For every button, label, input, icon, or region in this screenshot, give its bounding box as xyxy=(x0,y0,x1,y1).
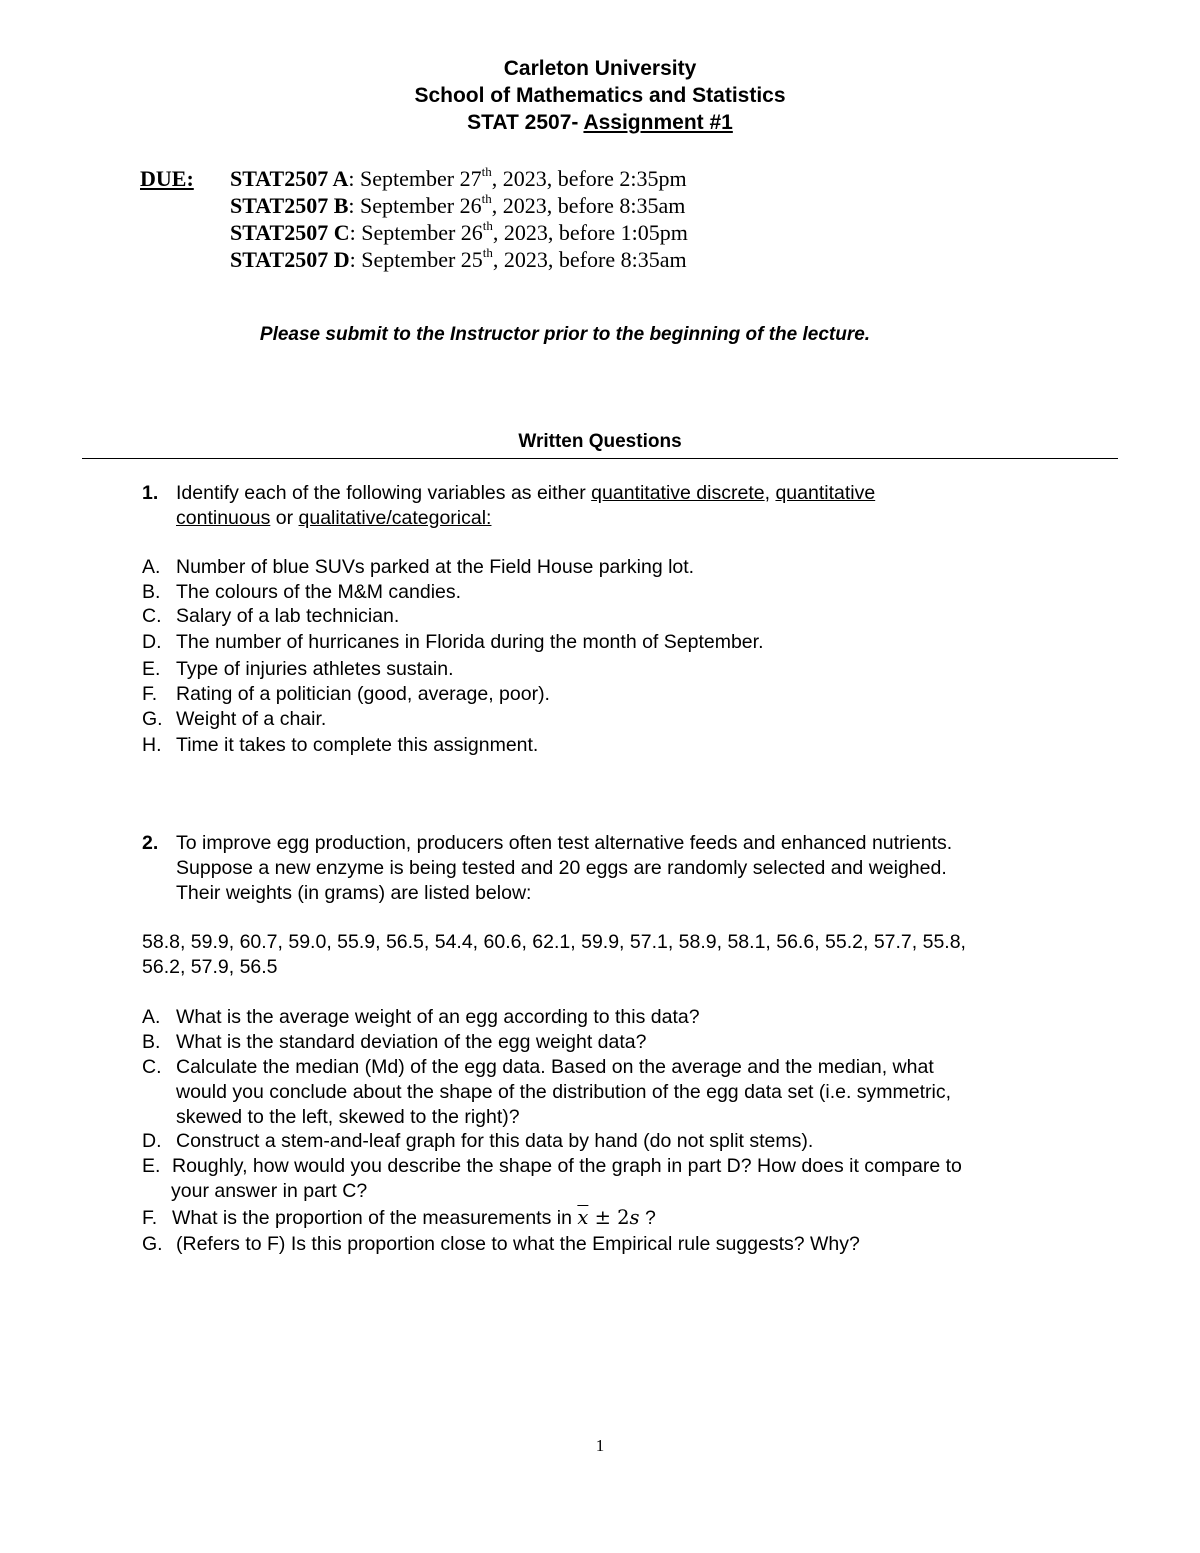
submission-instruction: Please submit to the Instructor prior to the beginning of the lecture. xyxy=(259,324,871,345)
q2-item-a: A. What is the average weight of an egg according to this data? xyxy=(142,1006,700,1028)
q2-item-g: G. (Refers to F) Is this proportion close to what the Empirical rule suggests? Why? xyxy=(142,1233,860,1255)
question-2-number: 2. xyxy=(142,832,159,854)
heading-divider xyxy=(82,458,1118,459)
q1-item-f: F. Rating of a politician (good, average, poor). xyxy=(142,683,550,705)
q1-item-h: H. Time it takes to complete this assignment. xyxy=(142,734,539,756)
q1-item-c: C. Salary of a lab technician. xyxy=(142,605,400,627)
question-2-intro-line-2: Suppose a new enzyme is being tested and 20 eggs are randomly selected and weighed. xyxy=(176,857,947,879)
q1-item-a: A. Number of blue SUVs parked at the Field House parking lot. xyxy=(142,556,695,578)
q1-item-d: D. The number of hurricanes in Florida during the month of September. xyxy=(142,631,764,653)
question-2-intro: 2. To improve egg production, producers often test alternative feeds and enhanced nutrients. xyxy=(142,832,953,854)
x-bar-symbol: $\overline{x}$ xyxy=(577,1206,589,1229)
q2-item-e-line-2: your answer in part C? xyxy=(171,1180,368,1202)
assignment-number: Assignment #1 xyxy=(583,111,733,134)
university-name: Carleton University xyxy=(503,57,697,80)
due-label: DUE: xyxy=(140,166,194,191)
due-row-b: STAT2507 B: September 26th, 2023, before 8:35am xyxy=(230,190,686,218)
q1-item-b: B. The colours of the M&M candies. xyxy=(142,581,462,603)
q2-item-c-line-2: would you conclude about the shape of the distribution of the egg data set (i.e. symmetric, xyxy=(176,1081,952,1103)
q2-item-e: E. Roughly, how would you describe the shape of the graph in part D? How does it compare to xyxy=(142,1155,962,1177)
q2-item-d: D. Construct a stem-and-leaf graph for this data by hand (do not split stems). xyxy=(142,1130,814,1152)
question-1-intro: 1. Identify each of the following variables as either quantitative discrete, quantitative xyxy=(142,482,876,504)
assignment-title xyxy=(0,111,1200,135)
due-row-c: STAT2507 C: September 26th, 2023, before 1:05pm xyxy=(230,217,688,245)
q2-item-c-line-3: skewed to the left, skewed to the right)? xyxy=(176,1106,520,1128)
egg-data-line-1: 58.8, 59.9, 60.7, 59.0, 55.9, 56.5, 54.4, 60.6, 62.1, 59.9, 57.1, 58.9, 58.1, 56.6, 55.2, 57.7, 55.8, xyxy=(142,931,966,953)
egg-data-line-2: 56.2, 57.9, 56.5 xyxy=(142,956,278,978)
q1-item-g: G. Weight of a chair. xyxy=(142,708,327,730)
q2-item-b: B. What is the standard deviation of the egg weight data? xyxy=(142,1031,647,1053)
page-number: 1 xyxy=(595,1436,605,1455)
school-name: School of Mathematics and Statistics xyxy=(414,84,786,107)
due-row-a: STAT2507 A: September 27th, 2023, before 2:35pm xyxy=(230,163,687,191)
q1-item-e: E. Type of injuries athletes sustain. xyxy=(142,658,454,680)
question-1-number: 1. xyxy=(142,482,159,504)
section-heading: Written Questions xyxy=(518,431,682,452)
question-1-intro-cont: continuous or qualitative/categorical: xyxy=(176,507,492,529)
q2-item-c: C. Calculate the median (Md) of the egg data. Based on the average and the median, what xyxy=(142,1056,934,1078)
question-2-intro-line-3: Their weights (in grams) are listed below: xyxy=(176,882,532,904)
q2-item-f: F. What is the proportion of the measurements in $\overline{x} \pm 2s$ ? xyxy=(142,1206,656,1229)
course-prefix: STAT 2507- xyxy=(467,111,584,134)
due-row-d: STAT2507 D: September 25th, 2023, before 8:35am xyxy=(230,244,687,272)
